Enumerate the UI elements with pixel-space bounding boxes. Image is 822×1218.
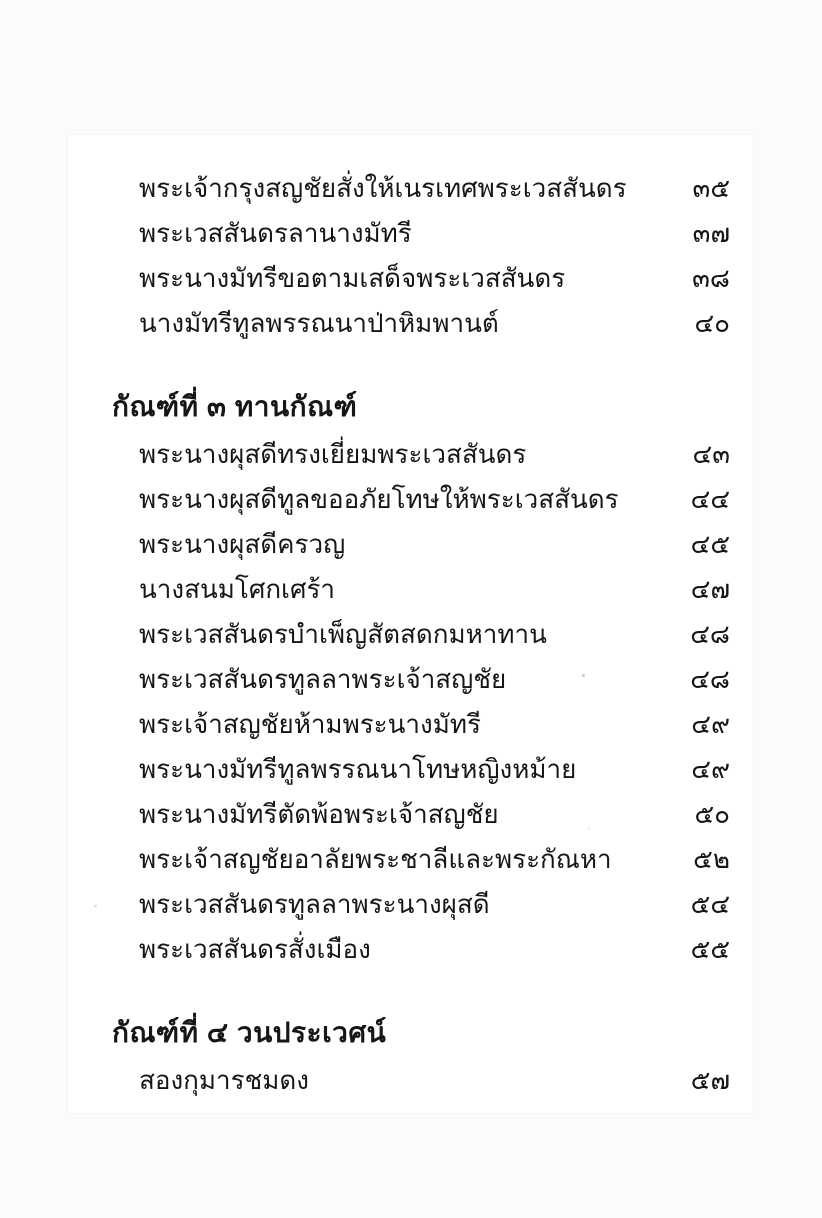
- toc-row: [112, 702, 730, 747]
- toc-row: [112, 657, 730, 702]
- toc-section: [112, 382, 730, 972]
- toc-row: [112, 256, 730, 301]
- toc-entry-page-number: ๔๕: [690, 529, 730, 559]
- toc-entry-page-number: ๓๕: [692, 173, 730, 203]
- toc-row: [112, 612, 730, 657]
- toc-row: [112, 567, 730, 612]
- toc-entry-page-number: ๕๔: [690, 889, 730, 919]
- toc-section: [112, 166, 730, 346]
- toc-row: [112, 522, 730, 567]
- toc-section: [112, 1008, 730, 1103]
- toc-entry-page-number: ๔๓: [692, 439, 730, 469]
- toc-entry-title: พระเจ้าสญชัยห้ามพระนางมัทรี: [139, 709, 481, 739]
- toc-row: [112, 747, 730, 792]
- toc-row: [112, 166, 730, 211]
- toc-row: [112, 211, 730, 256]
- toc-row: [112, 301, 730, 346]
- toc-entry-title: พระนางผุสดีครวญ: [139, 529, 346, 559]
- toc-entry-title: พระนางมัทรีขอตามเสด็จพระเวสสันดร: [139, 263, 566, 293]
- document-page: [68, 135, 753, 1113]
- toc-entry-page-number: ๔๔: [690, 484, 730, 514]
- scan-speck: [588, 828, 590, 830]
- toc-row: [112, 882, 730, 927]
- toc-row: [112, 837, 730, 882]
- toc-entry-title: พระเจ้าสญชัยอาลัยพระชาลีและพระกัณหา: [139, 844, 612, 874]
- section-header: กัณฑ์ที่ ๔ วนประเวศน์: [112, 1017, 387, 1048]
- toc-entry-title: พระเวสสันดรทูลลาพระนางผุสดี: [139, 889, 490, 919]
- toc-entry-page-number: ๔๗: [690, 574, 730, 604]
- scan-speck: [582, 674, 585, 677]
- toc-entry-title: สองกุมารชมดง: [139, 1065, 309, 1095]
- toc-entry-page-number: ๓๘: [692, 263, 730, 293]
- toc-entry-page-number: ๔๘: [690, 664, 730, 694]
- toc-entry-page-number: ๕๐: [694, 799, 730, 829]
- toc-entry-page-number: ๕๗: [690, 1065, 730, 1095]
- toc-entry-title: พระเวสสันดรลานางมัทรี: [139, 218, 412, 248]
- section-header: กัณฑ์ที่ ๓ ทานกัณฑ์: [112, 391, 358, 422]
- toc-entry-page-number: ๔๙: [691, 754, 730, 784]
- toc-entry-title: พระนางมัทรีทูลพรรณนาโทษหญิงหม้าย: [139, 754, 577, 784]
- toc-row: [112, 792, 730, 837]
- toc-entry-page-number: ๔๙: [691, 709, 730, 739]
- scan-speck: [94, 905, 97, 907]
- toc-entry-title: นางสนมโศกเศร้า: [139, 574, 336, 604]
- toc-entry-title: พระนางผุสดีทรงเยี่ยมพระเวสสันดร: [139, 439, 527, 469]
- toc-entry-page-number: ๔๘: [690, 619, 730, 649]
- toc-row: [112, 1058, 730, 1103]
- table-of-contents: [112, 166, 730, 1103]
- toc-entry-page-number: ๔๐: [694, 308, 730, 338]
- toc-entry-title: พระเวสสันดรบำเพ็ญสัตสดกมหาทาน: [139, 619, 547, 649]
- toc-entry-title: พระเวสสันดรทูลลาพระเจ้าสญชัย: [139, 664, 507, 694]
- toc-entry-title: พระนางมัทรีตัดพ้อพระเจ้าสญชัย: [139, 799, 499, 829]
- toc-row: [112, 432, 730, 477]
- toc-entry-title: พระเวสสันดรสั่งเมือง: [139, 934, 371, 964]
- toc-row: [112, 477, 730, 522]
- toc-entry-page-number: ๓๗: [692, 218, 730, 248]
- toc-entry-title: พระนางผุสดีทูลขออภัยโทษให้พระเวสสันดร: [139, 484, 619, 514]
- toc-row: [112, 927, 730, 972]
- toc-entry-page-number: ๕๕: [690, 934, 730, 964]
- toc-entry-title: นางมัทรีทูลพรรณนาป่าหิมพานต์: [139, 308, 499, 338]
- toc-entry-title: พระเจ้ากรุงสญชัยสั่งให้เนรเทศพระเวสสันดร: [139, 173, 627, 203]
- toc-entry-page-number: ๕๒: [693, 844, 730, 874]
